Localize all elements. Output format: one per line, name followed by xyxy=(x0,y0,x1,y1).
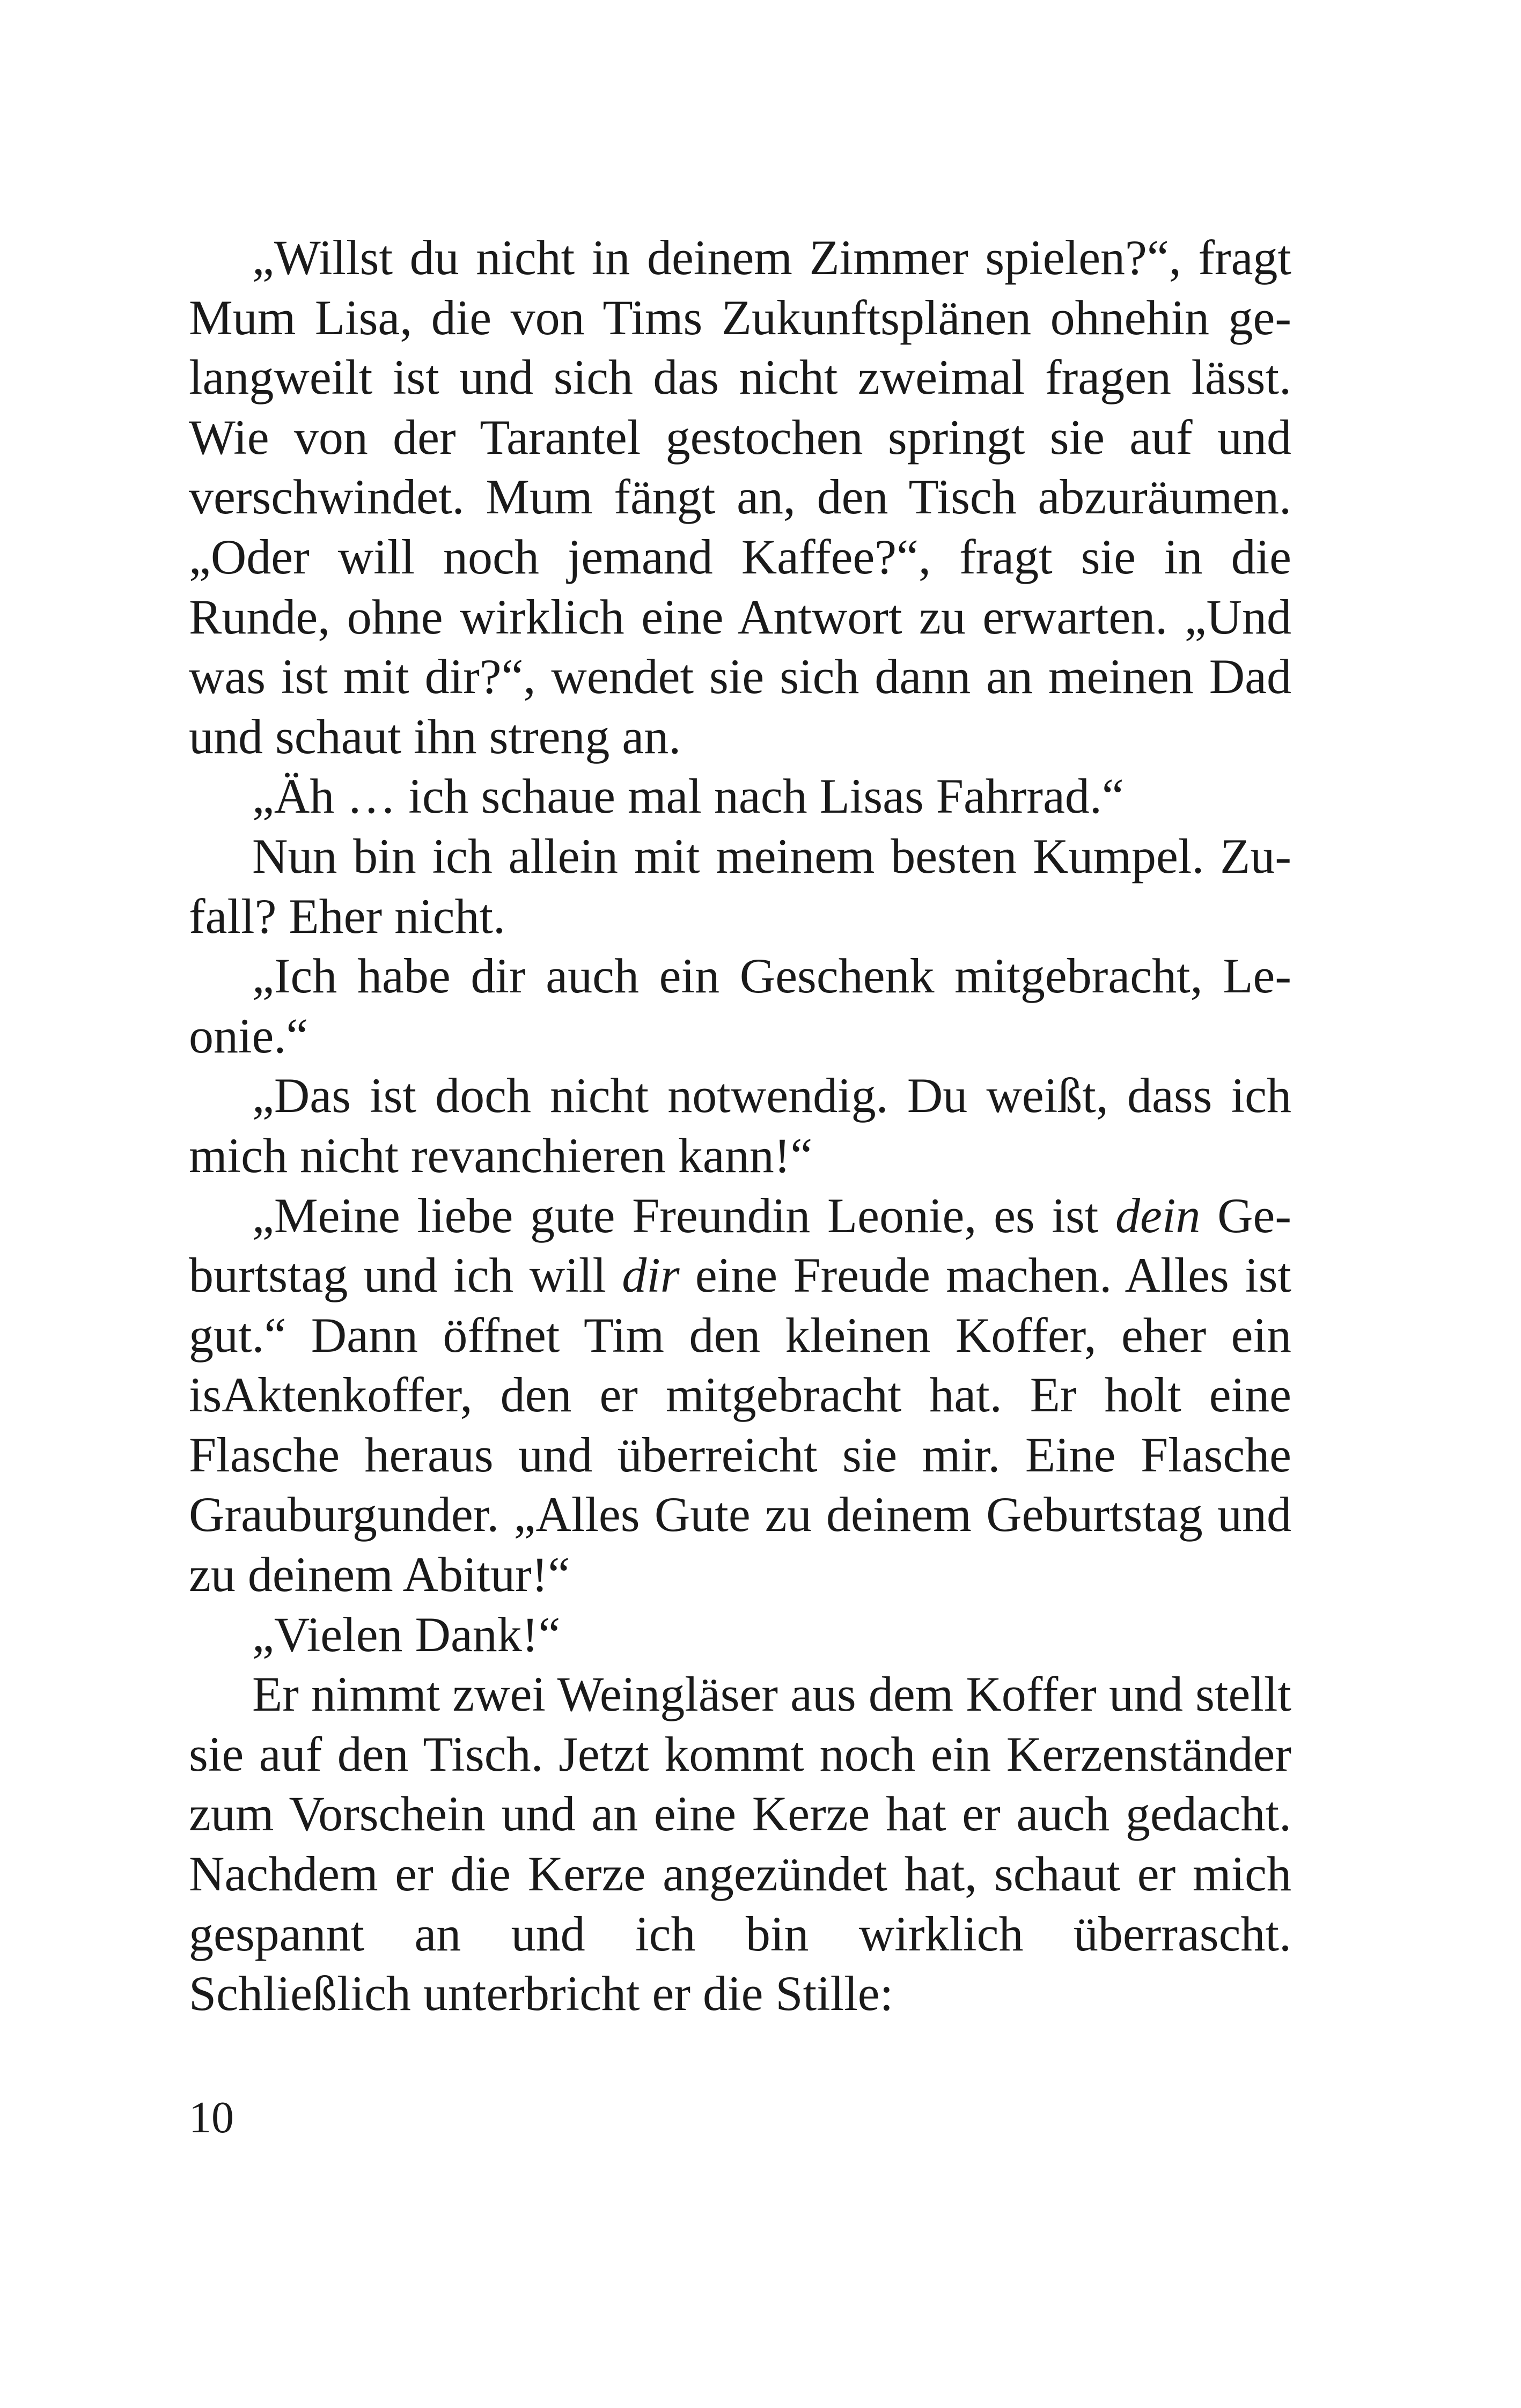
text-segment: eine Freude machen. Alles ist gut.“ Dann öffnet Tim den kleinen Koffer, eher ein isAktenkoffer, den er mitgebracht hat. Er holt eine Flasche heraus und überreicht sie mir. Eine Flasche Grauburgunder. „Alles Gute zu deinem Geburtstag und zu deinem Abitur!“ xyxy=(189,1248,1291,1602)
emphasized-text: dir xyxy=(622,1248,680,1303)
body-text xyxy=(189,228,1291,2024)
text-segment: Er nimmt zwei Weingläser aus dem Koffer und stellt sie auf den Tisch. Jetzt kommt noch ein Kerzenständer zum Vorschein und an eine Kerze hat er auch gedacht. Nachdem er die Kerze angezündet hat, schaut er mich gespannt an und ich bin wirklich überrascht. Schließlich unterbricht er die Stille: xyxy=(189,1667,1291,2021)
paragraph xyxy=(189,946,1291,1066)
paragraph xyxy=(189,1605,1291,1665)
text-segment: „Meine liebe gute Freundin Leonie, es ist xyxy=(252,1188,1115,1243)
page-number: 10 xyxy=(189,2093,234,2142)
text-segment: „Das ist doch nicht notwendig. Du weißt, dass ich mich nicht revanchieren kann!“ xyxy=(189,1068,1291,1183)
text-segment: „Willst du nicht in deinem Zimmer spielen?“, fragt Mum Lisa, die von Tims Zukunftsplänen ohnehin gelangweilt ist und sich das nicht zweimal fragen lässt. Wie von der Tarantel gestochen springt sie auf und verschwindet. Mum fängt an, den Tisch abzuräumen. „Oder will noch jemand Kaffee?“, fragt sie in die Runde, ohne wirklich eine Antwort zu erwarten. „Und was ist mit dir?“, wendet sie sich dann an meinen Dad und schaut ihn streng an. xyxy=(189,230,1291,764)
paragraph xyxy=(189,228,1291,767)
text-segment: „Vielen Dank!“ xyxy=(252,1607,561,1662)
paragraph xyxy=(189,1186,1291,1605)
text-segment: Nun bin ich allein mit meinem besten Kumpel. Zufall? Eher nicht. xyxy=(189,828,1291,944)
text-segment: „Ich habe dir auch ein Geschenk mitgebracht, Leonie.“ xyxy=(189,948,1291,1063)
paragraph xyxy=(189,827,1291,946)
emphasized-text: dein xyxy=(1115,1188,1201,1243)
text-segment: „Äh … ich schaue mal nach Lisas Fahrrad.“ xyxy=(252,769,1124,824)
paragraph xyxy=(189,1665,1291,2024)
paragraph xyxy=(189,767,1291,827)
text-segment: Geburtstag und ich will xyxy=(189,1188,1291,1303)
paragraph xyxy=(189,1066,1291,1185)
